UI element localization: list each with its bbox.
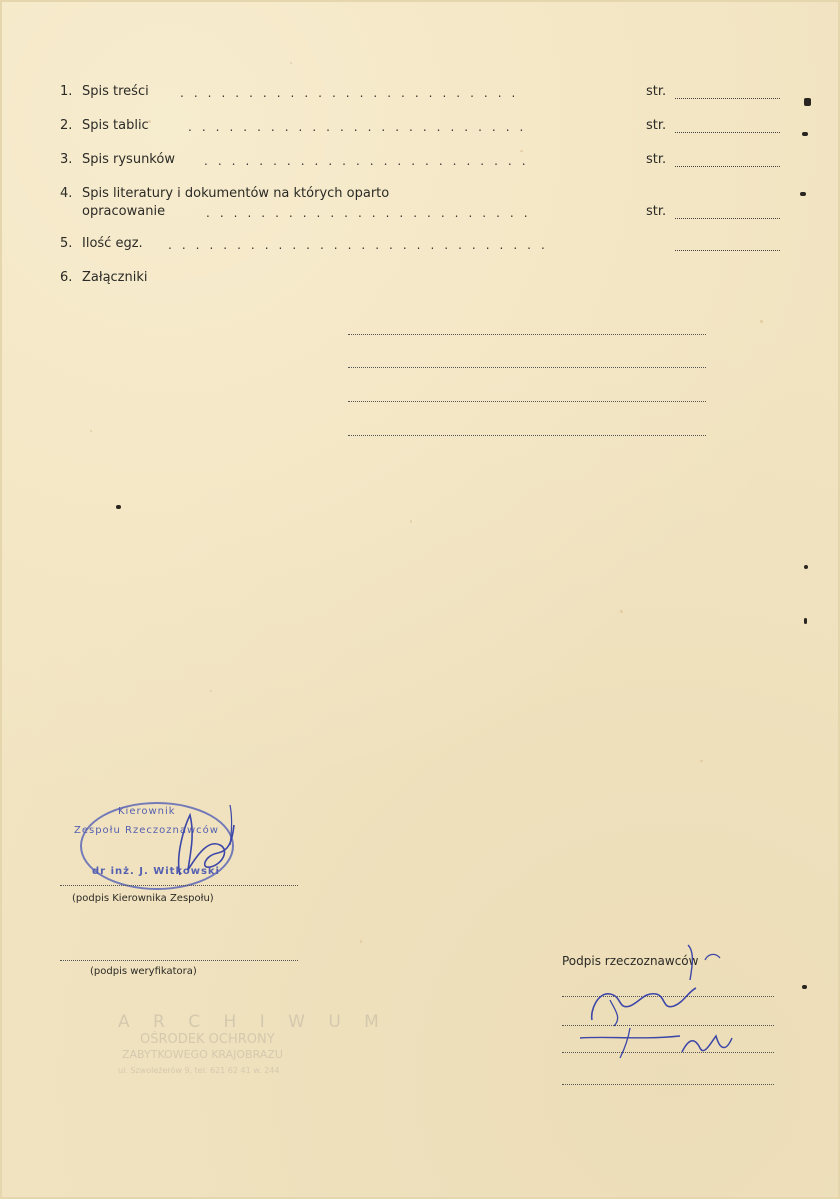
page-number-line <box>675 218 780 219</box>
archive-stamp-line: ZABYTKOWEGO KRAJOBRAZU <box>122 1048 283 1061</box>
toc-label: Spis treści <box>82 84 149 99</box>
leader-dots: ......................... <box>180 86 526 100</box>
edge-mark <box>802 132 808 136</box>
attachment-line <box>348 334 706 335</box>
edge-mark <box>804 565 808 569</box>
edge-mark <box>804 98 811 106</box>
head-signature-caption: (podpis Kierownika Zespołu) <box>72 893 214 904</box>
verifier-signature-line <box>60 960 298 961</box>
toc-label: Ilość egz. <box>82 236 143 251</box>
toc-number: 6. <box>60 270 73 285</box>
paper-speck <box>210 690 212 692</box>
toc-number: 3. <box>60 152 73 167</box>
paper-speck <box>290 62 292 64</box>
archive-stamp-line: OŚRODEK OCHRONY <box>140 1032 275 1047</box>
paper-speck <box>760 320 763 323</box>
paper-speck <box>410 520 412 523</box>
stamp-text: Zespołu Rzeczoznawców <box>74 825 219 836</box>
leader-dots: ............................ <box>168 238 555 252</box>
edge-mark <box>116 505 121 509</box>
stamp-text: Kierownik <box>118 806 176 817</box>
attachment-line <box>348 367 706 368</box>
toc-page-label: str. <box>646 118 667 133</box>
toc-number: 1. <box>60 84 73 99</box>
expert-signatures <box>570 940 750 1070</box>
leader-dots: ......................... <box>188 120 534 134</box>
toc-label: Spis tablic <box>82 118 149 133</box>
page-number-line <box>675 132 780 133</box>
archive-stamp-line: ul. Szwoleżerów 9, tel. 621 62 41 w. 244 <box>118 1066 280 1075</box>
toc-number: 5. <box>60 236 73 251</box>
paper-speck <box>700 760 703 762</box>
stamp-text: dr inż. J. Witkowski <box>92 866 220 877</box>
attachment-line <box>348 435 706 436</box>
toc-page-label: str. <box>646 152 667 167</box>
toc-number: 2. <box>60 118 73 133</box>
toc-label: Spis rysunków <box>82 152 175 167</box>
paper-speck <box>520 150 523 152</box>
page-number-line <box>675 98 780 99</box>
toc-page-label: str. <box>646 84 667 99</box>
quantity-line <box>675 250 780 251</box>
leader-dots: ........................ <box>206 206 538 220</box>
toc-label-continued: opracowanie <box>82 204 166 219</box>
toc-label: Załączniki <box>82 270 148 285</box>
page-number-line <box>675 166 780 167</box>
edge-mark <box>802 985 807 989</box>
attachment-line <box>348 401 706 402</box>
toc-number: 4. <box>60 186 73 201</box>
leader-dots: ........................ <box>204 154 536 168</box>
paper-speck <box>360 940 362 943</box>
head-signature <box>160 795 260 885</box>
paper-speck <box>90 430 92 432</box>
edge-mark <box>800 192 806 196</box>
edge-mark <box>804 618 807 624</box>
head-signature-line <box>60 885 298 886</box>
paper-speck <box>620 610 623 613</box>
toc-page-label: str. <box>646 204 667 219</box>
expert-signature-line <box>562 1084 774 1085</box>
verifier-signature-caption: (podpis weryfikatora) <box>90 966 197 977</box>
experts-signature-label: Podpis rzeczoznawców <box>562 954 699 968</box>
toc-label: Spis literatury i dokumentów na których oparto <box>82 186 390 201</box>
archive-stamp-title: A R C H I W U M <box>118 1012 388 1032</box>
